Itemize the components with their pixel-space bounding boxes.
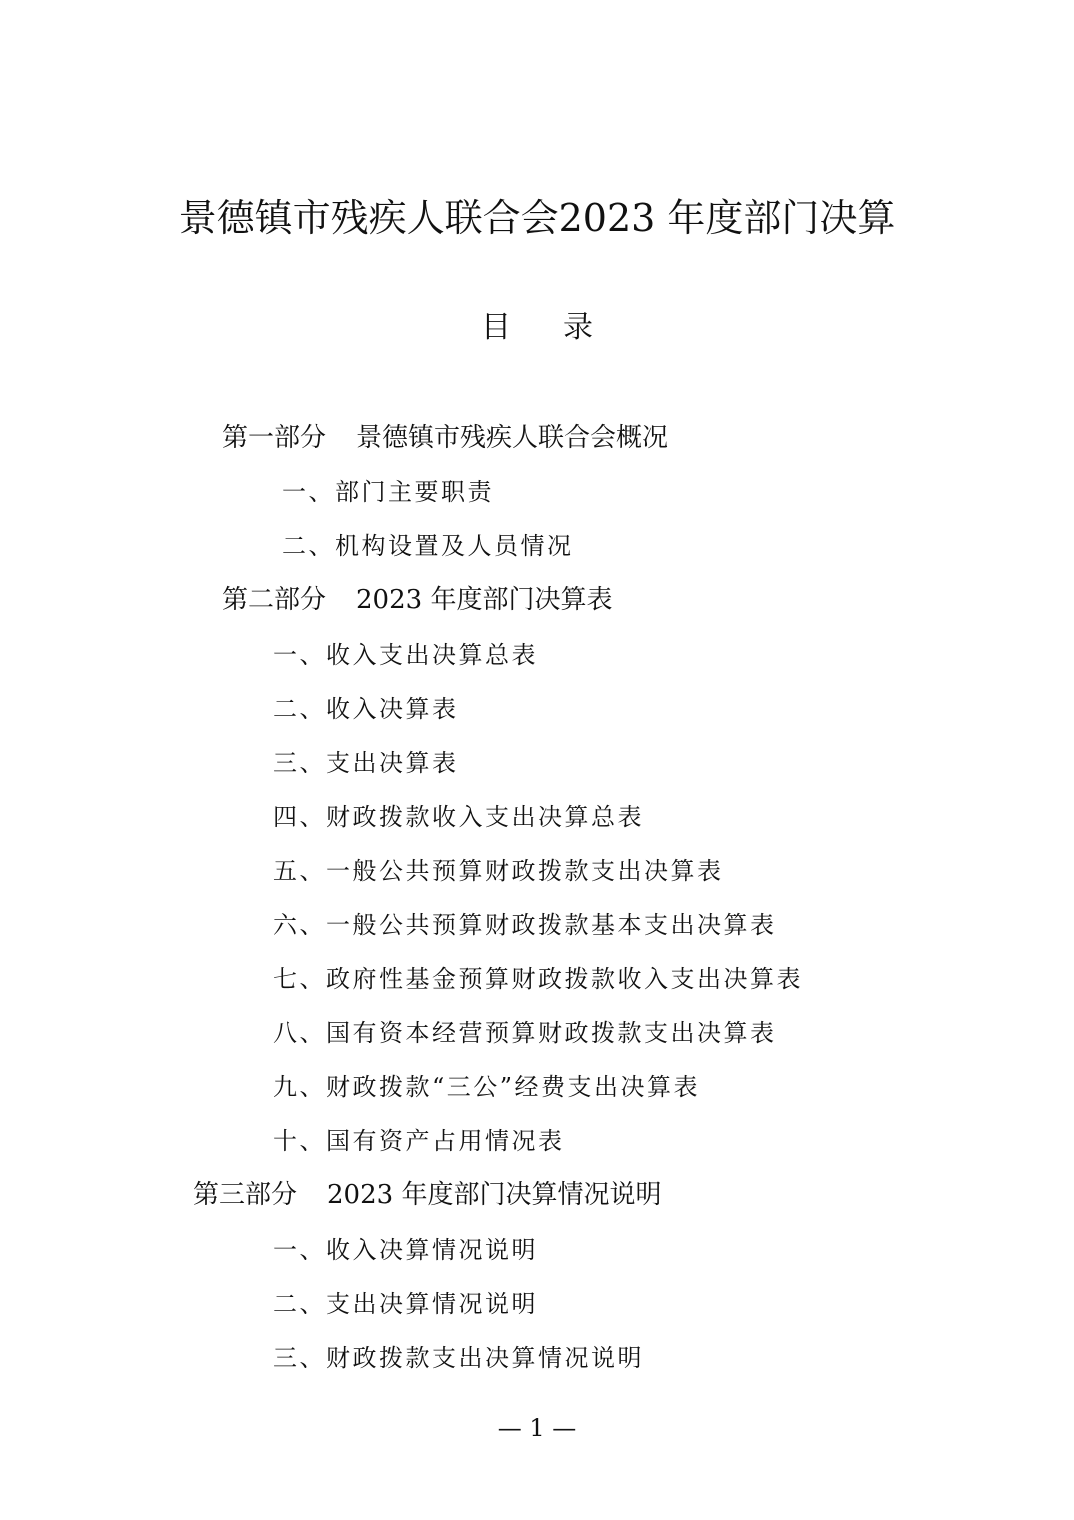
part-title: 2023 年度部门决算情况说明 <box>327 1180 662 1210</box>
toc-item: 九、财政拨款“三公”经费支出决算表 <box>273 1073 701 1101</box>
toc-item: 十、国有资产占用情况表 <box>273 1127 565 1155</box>
toc-item: 四、财政拨款收入支出决算总表 <box>273 803 644 831</box>
part-label: 第二部分 <box>222 585 327 615</box>
toc-part-3 <box>193 1175 661 1215</box>
toc-item: 一、收入决算情况说明 <box>273 1236 538 1264</box>
toc-part-2 <box>222 580 612 620</box>
part-title: 2023 年度部门决算表 <box>356 585 613 615</box>
page-number: — 1 — <box>497 1414 577 1442</box>
toc-heading: 目录 <box>481 310 645 345</box>
part-label: 第一部分 <box>222 423 327 453</box>
toc-item: 一、收入支出决算总表 <box>273 641 538 669</box>
toc-item: 五、一般公共预算财政拨款支出决算表 <box>273 857 724 885</box>
toc-item: 二、收入决算表 <box>273 695 459 723</box>
document-title: 景德镇市残疾人联合会2023 年度部门决算 <box>178 196 896 240</box>
toc-item: 二、支出决算情况说明 <box>273 1290 538 1318</box>
toc-item: 七、政府性基金预算财政拨款收入支出决算表 <box>273 965 803 993</box>
part-label: 第三部分 <box>193 1180 298 1210</box>
toc-part-1 <box>222 418 668 458</box>
toc-item: 二、机构设置及人员情况 <box>282 532 574 560</box>
toc-item: 八、国有资本经营预算财政拨款支出决算表 <box>273 1019 777 1047</box>
toc-item: 三、支出决算表 <box>273 749 459 777</box>
toc-item: 三、财政拨款支出决算情况说明 <box>273 1344 644 1372</box>
toc-item: 六、一般公共预算财政拨款基本支出决算表 <box>273 911 777 939</box>
part-title: 景德镇市残疾人联合会概况 <box>356 423 669 453</box>
toc-item: 一、部门主要职责 <box>282 478 494 506</box>
